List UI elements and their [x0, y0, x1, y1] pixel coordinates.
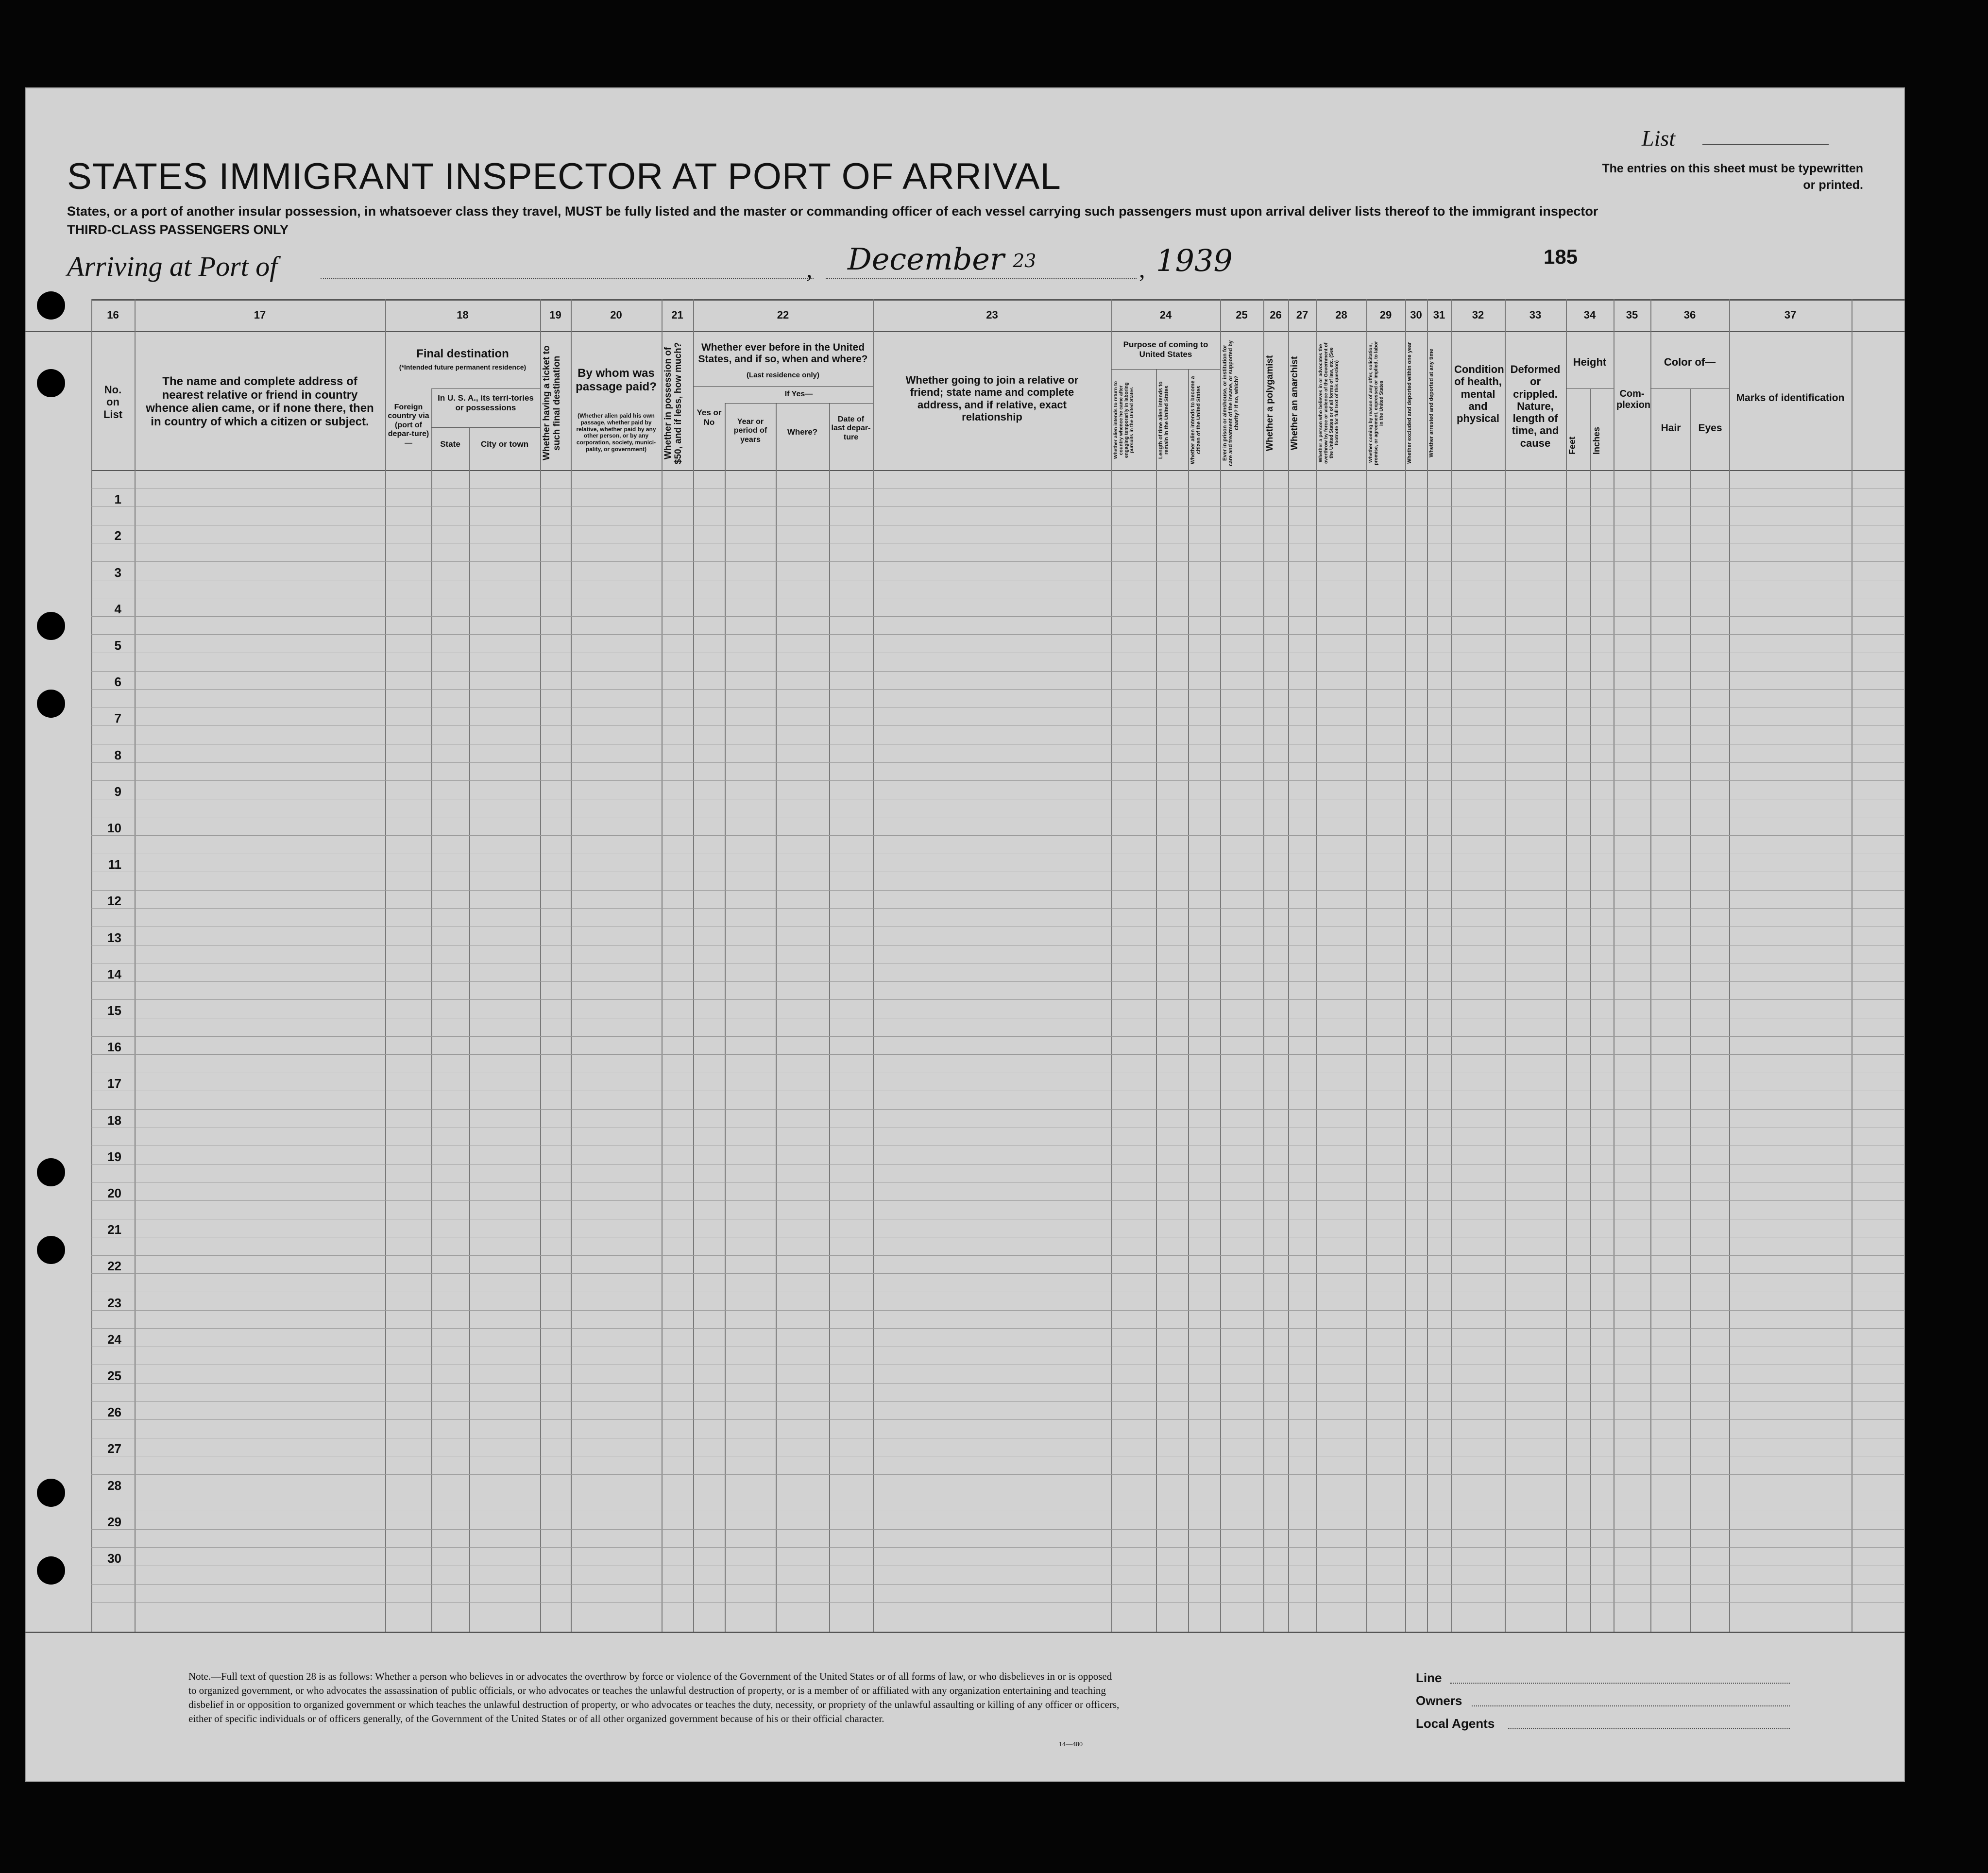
sub-header-divider [1650, 388, 1729, 389]
header-no-on-list: No. on List [103, 384, 123, 421]
column-number: 19 [549, 309, 561, 321]
row-number: 17 [107, 1076, 121, 1091]
form-instructions: States, or a port of another insular possession, in whatsoever class they travel, MUST be fully listed and the master or commanding officer of each vessel carrying such passengers must upon arrival deliver lists thereof to the immigrant inspector [67, 204, 1598, 219]
header-polygamist: Whether a polygamist [1265, 355, 1275, 451]
header-purpose: Purpose of coming to United States [1123, 340, 1208, 359]
column-number: 22 [777, 309, 789, 321]
line-label: Line [1416, 1671, 1442, 1685]
header-foreign-country: Foreign country via (port of depar-ture)— [388, 403, 429, 447]
header-ever-before-in-us: Whether ever before in the United States, and if so, when and where? [698, 342, 868, 365]
row-number: 11 [108, 857, 121, 872]
row-rule [91, 908, 1905, 909]
row-number: 9 [114, 784, 121, 799]
row-rule [91, 1602, 1905, 1603]
header-deformed: Deformed or crippled. Nature, length of time, and cause [1510, 363, 1561, 449]
header-nearest-relative: The name and complete address of nearest relative or friend in country whence alien came, or if none there, then in country of which a citizen or subject. [146, 375, 374, 428]
punch-hole [37, 1236, 65, 1264]
column-number: 26 [1270, 309, 1282, 321]
header-inches: Inches [1592, 426, 1601, 455]
header-excluded-deported: Whether excluded and deported within one year [1407, 342, 1412, 464]
sub-header-divider [431, 427, 540, 428]
column-number-divider [25, 331, 1905, 332]
row-rule [91, 1054, 1905, 1055]
header-feet: Feet [1567, 437, 1577, 455]
row-rule [91, 780, 1905, 781]
row-rule [91, 1419, 1905, 1420]
row-rule [91, 561, 1905, 562]
header-passage-paid: By whom was passage paid? [576, 367, 657, 393]
row-rule [91, 1383, 1905, 1384]
header-health: Condition of health, mental and physical [1454, 363, 1504, 425]
column-number: 31 [1433, 309, 1445, 321]
column-divider [1263, 299, 1264, 1632]
date-day: 23 [1013, 250, 1036, 271]
row-number: 10 [107, 821, 121, 835]
row-number: 24 [107, 1332, 121, 1347]
column-divider [1111, 299, 1112, 1632]
column-number: 21 [671, 309, 683, 321]
row-number: 6 [114, 675, 121, 690]
header-in-usa: In U. S. A., its terri-tories or possessions [438, 393, 534, 412]
row-number: 27 [107, 1441, 121, 1456]
column-divider [91, 299, 92, 1632]
column-divider [385, 299, 386, 1632]
column-divider [1427, 299, 1428, 1632]
column-number: 35 [1626, 309, 1638, 321]
header-offer-to-labor: Whether coming by reason of any offer, solicitation, promise, or agreement, expressed or implied, to labor in the United States [1368, 341, 1384, 465]
header-date-last-departure: Date of last depar-ture [831, 415, 871, 441]
row-number: 28 [107, 1478, 121, 1493]
column-number: 37 [1784, 309, 1797, 321]
sub-header-divider [725, 403, 873, 404]
header-city-town: City or town [480, 439, 529, 449]
column-number: 16 [107, 309, 119, 321]
row-rule [91, 1474, 1905, 1475]
header-purpose-citizen: Whether alien intends to become a citizen of the United States [1190, 376, 1202, 464]
punch-hole [37, 1158, 65, 1186]
column-divider [829, 403, 830, 1632]
row-number: 29 [107, 1514, 121, 1529]
punch-hole [37, 690, 65, 718]
column-divider [1690, 388, 1691, 1632]
column-number: 34 [1583, 309, 1596, 321]
row-rule [91, 1529, 1905, 1530]
row-rule [91, 1200, 1905, 1201]
footnote-question-28: Note.—Full text of question 28 is as follows: Whether a person who believes in or advocates the overthrow by force or violence of the Government of the United States or of all forms of law, or who disbelieves in or is opposed to organized government, or who advocates the assassination of public officials, or who advocates or teaches the unlawful destruction of property, or is a member of or affiliated with any organization entertaining and teaching disbelief in or opposition to organized government or which teaches the unlawful destruction of property, or who advocates or teaches the duty, necessity, or propriety of the unlawful assaulting or killing of any officer or officers, either of specific individuals or of officers generally, of the Government of the United States or of all other organized government because of his or their official character. [188, 1671, 1120, 1724]
row-rule [91, 1273, 1905, 1274]
header-marks-identification: Marks of identification [1736, 392, 1845, 404]
header-purpose-return: Whether alien intends to return to country whence he came after engaging temporarily in laboring pursuits in the United States [1113, 381, 1135, 459]
column-divider [1316, 299, 1317, 1632]
row-number: 4 [114, 601, 121, 616]
header-hair: Hair [1661, 422, 1681, 434]
column-divider [431, 388, 432, 1632]
column-number: 18 [457, 309, 469, 321]
row-number: 30 [107, 1551, 121, 1566]
header-where: Where? [787, 427, 818, 437]
comma: , [1139, 255, 1145, 283]
third-class-label: THIRD-CLASS PASSENGERS ONLY [67, 222, 289, 237]
row-rule [91, 762, 1905, 763]
header-complexion: Com-plexion [1616, 388, 1651, 410]
local-agents-label: Local Agents [1416, 1716, 1495, 1731]
header-height: Height [1573, 356, 1607, 368]
row-rule [91, 835, 1905, 836]
row-number: 19 [107, 1149, 121, 1164]
column-number: 25 [1236, 309, 1248, 321]
sub-header-divider [693, 386, 873, 387]
column-divider [1220, 299, 1221, 1632]
port-blank-line [321, 278, 814, 279]
column-number: 20 [610, 309, 622, 321]
row-number: 5 [114, 638, 121, 653]
column-divider [693, 299, 694, 1632]
table-bottom-border [25, 1632, 1905, 1633]
row-rule [91, 1584, 1905, 1585]
row-rule [91, 1328, 1905, 1329]
column-number: 33 [1529, 309, 1542, 321]
manifest-sheet [25, 87, 1905, 1782]
row-number: 25 [107, 1368, 121, 1383]
owners-label: Owners [1416, 1693, 1462, 1708]
header-if-yes: If Yes— [784, 390, 813, 398]
column-divider [1366, 299, 1367, 1632]
row-rule [91, 634, 1905, 635]
row-number: 22 [107, 1259, 121, 1274]
column-number: 27 [1296, 309, 1308, 321]
date-year: 1939 [1156, 243, 1233, 278]
typewritten-note: The entries on this sheet must be typewritten or printed. [1602, 162, 1863, 192]
date-blank-line [826, 278, 1137, 279]
table-top-border [91, 299, 1905, 301]
column-number: 23 [986, 309, 998, 321]
row-number: 7 [114, 711, 121, 726]
list-blank-line [1702, 144, 1829, 145]
row-number: 16 [107, 1040, 121, 1055]
punch-hole [37, 1556, 65, 1585]
column-divider [1188, 369, 1189, 1632]
comma: , [806, 255, 813, 283]
punch-hole [37, 1479, 65, 1507]
owners-blank [1472, 1705, 1790, 1706]
header-eyes: Eyes [1698, 422, 1722, 434]
row-rule [91, 1310, 1905, 1311]
column-divider [725, 403, 726, 1632]
form-number: 14—480 [1059, 1741, 1083, 1748]
header-ticket: Whether having a ticket to such final destination [542, 345, 562, 461]
header-prison: Ever in prison or almshouse, or institution for care and treatment of the insane, or supported by charity? If so, which? [1222, 340, 1240, 466]
header-question-28: Whether a person who believes in or advocates the overthrow by force or violence of the Government of the United States or of all forms of law, etc. (See footnote for full text of this question) [1318, 342, 1340, 464]
header-join-relative: Whether going to join a relative or friend; state name and complete address, and if relative, exact relationship [905, 374, 1079, 423]
header-passage-paid-note: (Whether alien paid his own passage, whether paid by relative, whether paid by any other person, or by any corporation, society, munici-pality, or government) [576, 412, 656, 453]
column-divider [1451, 299, 1452, 1632]
row-number: 21 [107, 1222, 121, 1237]
column-divider [469, 427, 470, 1632]
column-divider [1590, 388, 1591, 1632]
column-number: 17 [254, 309, 266, 321]
column-divider [1650, 299, 1651, 1632]
column-divider [1729, 299, 1730, 1632]
column-number: 30 [1410, 309, 1422, 321]
row-rule [91, 999, 1905, 1000]
column-divider [1566, 299, 1567, 1632]
row-rule [91, 506, 1905, 507]
header-color-of: Color of— [1664, 356, 1716, 368]
column-number: 29 [1379, 309, 1392, 321]
header-bottom-border [91, 470, 1905, 471]
row-rule [91, 1547, 1905, 1548]
row-rule [91, 1255, 1905, 1256]
row-rule [91, 616, 1905, 617]
list-label: List [1642, 126, 1676, 151]
row-number: 3 [114, 565, 121, 580]
row-number: 18 [107, 1113, 121, 1128]
column-divider [662, 299, 663, 1632]
column-number: 28 [1335, 309, 1347, 321]
header-state: State [440, 439, 460, 449]
row-number: 23 [107, 1295, 121, 1310]
header-purpose-length: Length of time alien intends to remain in the United States [1158, 381, 1170, 459]
sub-header-divider [431, 388, 540, 389]
column-number: 24 [1159, 309, 1172, 321]
header-year-period: Year or period of years [733, 418, 767, 444]
column-number: 32 [1472, 309, 1484, 321]
column-divider [1405, 299, 1406, 1632]
column-divider [571, 299, 572, 1632]
line-blank [1450, 1683, 1790, 1684]
sub-header-divider [1111, 369, 1220, 370]
row-rule [91, 1036, 1905, 1037]
row-number: 14 [107, 966, 121, 981]
row-number: 8 [114, 747, 121, 762]
page-number: 185 [1544, 245, 1578, 268]
sub-header-divider [1566, 388, 1614, 389]
row-rule [91, 1109, 1905, 1110]
column-divider [873, 299, 874, 1632]
punch-hole [37, 291, 65, 320]
row-number: 20 [107, 1186, 121, 1200]
column-divider [1156, 369, 1157, 1632]
row-rule [91, 1401, 1905, 1402]
column-divider [1505, 299, 1506, 1632]
header-yes-or-no: Yes or No [697, 408, 722, 427]
form-title: STATES IMMIGRANT INSPECTOR AT PORT OF ARRIVAL [67, 156, 1061, 197]
agents-blank [1508, 1728, 1790, 1729]
header-fifty-dollars: Whether in possession of $50, and if less, how much? [663, 342, 683, 464]
row-rule [91, 890, 1905, 891]
row-number: 15 [107, 1003, 121, 1018]
row-number: 26 [107, 1405, 121, 1420]
header-anarchist: Whether an anarchist [1290, 356, 1300, 450]
column-divider [540, 299, 541, 1632]
column-divider [776, 403, 777, 1632]
row-number: 13 [107, 930, 121, 945]
row-rule [91, 671, 1905, 672]
date-month: December [848, 241, 1004, 277]
column-number: 36 [1683, 309, 1696, 321]
row-number: 2 [114, 528, 121, 543]
row-number: 12 [107, 894, 121, 909]
row-number: 1 [114, 492, 121, 507]
header-last-residence: (Last residence only) [746, 371, 820, 379]
header-final-destination: Final destination [416, 347, 509, 360]
row-rule [91, 689, 1905, 690]
arriving-port-label: Arriving at Port of [67, 251, 278, 282]
column-divider [135, 299, 136, 1632]
header-arrested-deported: Whether arrested and deported at any time [1428, 349, 1434, 457]
punch-hole [37, 612, 65, 640]
column-divider [1288, 299, 1289, 1632]
row-rule [91, 981, 1905, 982]
header-final-destination-note: (*Intended future permanent residence) [399, 363, 527, 371]
punch-hole [37, 369, 65, 397]
